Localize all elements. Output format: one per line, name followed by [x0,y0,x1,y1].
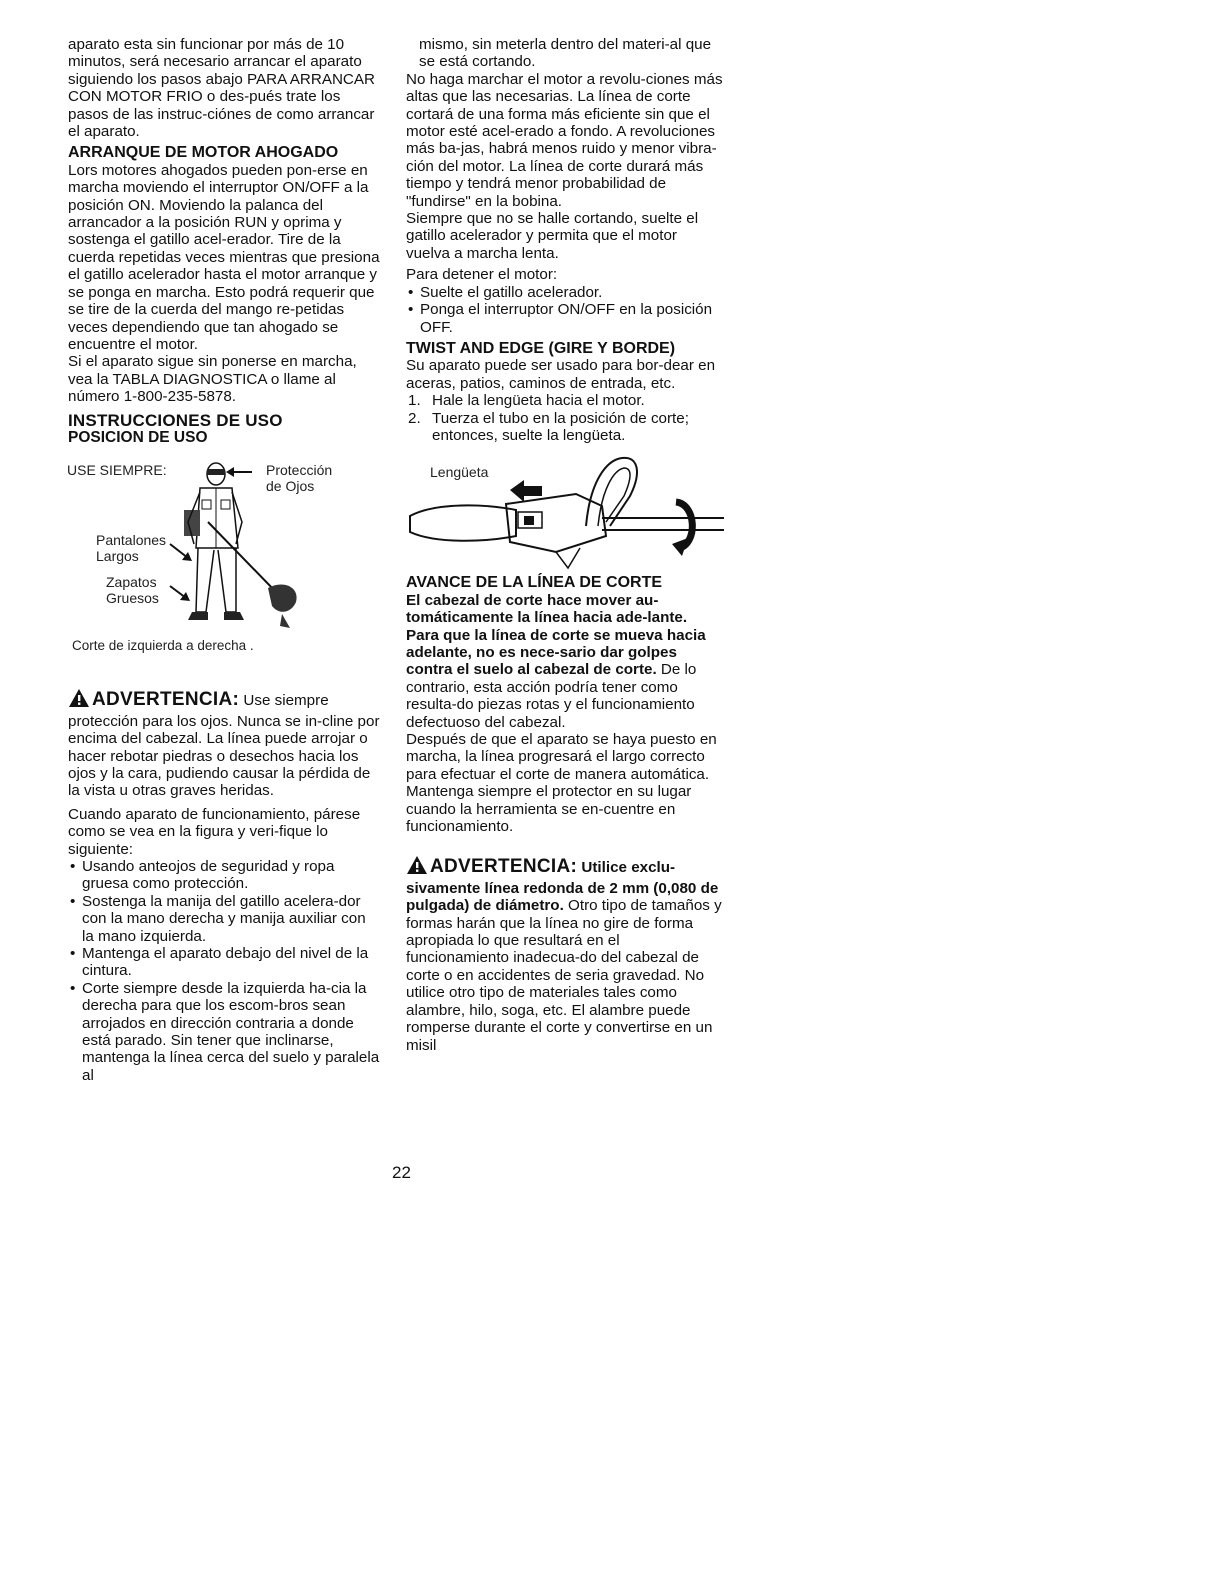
page-number: 22 [392,1163,411,1182]
speed-paragraph-2: Siempre que no se halle cortando, suelte el gatillo acelerador y permita que el motor vuelva a marcha lenta. [406,210,699,262]
flooded-paragraph-1: Lors motores ahogados pueden pon-erse en marcha moviendo el interruptor ON/OFF a la posición ON. Moviendo la palanca del arrancador a la posición RUN y oprima y sostenga el gatillo acel-erador. Tire de la cuerda repetidas veces mientras que presiona el gatillo acelerador hasta el motor arranque y se ponga en marcha. Esto podrá requerir que se tire de la cuerda del mango re-petidas veces dependiendo que tan ahogado se encuentre el motor. [68,161,380,353]
twist-step-text: Hale la lengüeta hacia el motor. [432,392,645,410]
right-column [406,36,724,1054]
stop-intro: Para detener el motor: [406,266,558,284]
twist-step-text: Tuerza el tubo en la posición de corte; entonces, suelte la lengüeta. [432,409,689,444]
lock-tab-figure [406,452,724,570]
figure-caption: Corte de izquierda a derecha . [72,638,254,654]
warning-block [68,688,380,799]
eye-protection-label-1: Protección [266,462,333,479]
stop-item: • Ponga el interruptor ON/OFF en la posición OFF. [406,301,724,336]
warning-triangle-icon [406,855,428,879]
advance-bold-text: El cabezal de corte hace mover au-tomáticamente la línea hacia ade-lante. Para que la línea de corte se mueva hacia adelante, no es nece-sario dar golpes contra el suelo al cabezal de corte. [406,591,706,679]
flooded-engine-heading: ARRANQUE DE MOTOR AHOGADO [68,144,339,162]
warning-label-2: ADVERTENCIA: [430,856,578,878]
stop-list [406,284,724,336]
twist-step [406,392,724,409]
warning-text: Use siempre protección para los ojos. Nunca se in-cline por encima del cabezal. La línea puede arrojar o hacer rebotar piedras o desechos hacia los ojos y la cara, pudiendo causar la pérdida de la vista u otras graves heridas. [68,692,380,800]
left-column [68,36,380,1084]
twist-heading: TWIST AND EDGE (GIRE Y BORDE) [406,339,676,357]
advance-paragraph-2: Después de que el aparato se haya puesto en marcha, la línea progresará el largo correcto para efectuar el corte de manera automática. [406,731,717,783]
advance-heading: AVANCE DE LA LÍNEA DE CORTE [406,574,663,592]
advance-rest-text: De lo contrario, esta acción podría tener como resulta-do piezas rotas y el funcionamiento defectuoso del cabezal. [406,661,697,731]
speed-paragraph-1: No haga marchar el motor a revolu-ciones más altas que las necesarias. La línea de corte cortará de una forma más eficiente sin que el motor esté acel-erado a fondo. A revoluciones más ba-jas, habrá menos ruido y menor vibra-ción del motor. La línea de corte durará más tiempo y tendrá menor probabilidad de "fundirse" en la bobina. [406,70,723,210]
warning-block-2 [406,855,724,1053]
check-item: • Usando anteojos de seguridad y ropa gruesa como protección. [68,858,380,893]
check-intro: Cuando aparato de funcionamiento, párese como se vea en la figura y veri-fique lo siguiente: [68,805,361,858]
warning-text-2: Otro tipo de tamaños y formas harán que la línea no gire de forma apropiada lo que resultará en el funcionamiento inadecua-do del cabezal de corte o en accidentes de seria gravedad. No utilice otro tipo de materiales tales como alambre, hilo, soga, etc. El alambre puede romperse durante el corte y convertirse en un misil [406,897,722,1054]
shoes-label-2: Gruesos [106,590,159,607]
intro-paragraph: aparato esta sin funcionar por más de 10 minutos, será necesario arrancar el aparato siguiendo los pasos abajo PARA ARRANCAR CON MOTOR FRIO o des-pués trate los pasos de las instruc-ciónes de como arrancar el aparato. [68,36,376,141]
twist-step [406,410,724,445]
shoes-label-1: Zapatos [106,574,157,591]
eye-protection-label-2: de Ojos [266,478,315,495]
long-pants-label-1: Pantalones [96,532,167,549]
use-always-label: USE SIEMPRE: [67,462,167,479]
warning-bold-text-2: Utilice exclu-sivamente línea redonda de 2 mm (0,080 de pulgada) de diámetro. [406,859,719,915]
check-list [68,858,380,1084]
tab-label: Lengüeta [430,464,489,481]
continuation-paragraph: mismo, sin meterla dentro del materi-al que se está cortando. [419,36,712,71]
usage-heading: INSTRUCCIONES DE USO [68,410,283,430]
twist-text: Su aparato puede ser usado para bor-dear en aceras, patios, caminos de entrada, etc. [406,357,716,392]
flooded-paragraph-2: Si el aparato sigue sin ponerse en marcha, vea la TABLA DIAGNOSTICA o llame al número 1-800-235-5878. [68,353,357,406]
warning-label: ADVERTENCIA: [92,689,240,711]
warning-triangle-icon [68,688,90,712]
stop-item: • Suelte el gatillo acelerador. [406,284,724,301]
check-item: • Corte siempre desde la izquierda ha-cia la derecha para que los escom-bros sean arrojados en dirección contraria a donde está parado. Sin tener que inclinarse, mantenga la línea cerca del suelo y paralela al [68,980,380,1084]
advance-paragraph-3: Mantenga siempre el protector en su lugar cuando la herramienta se en-cuentre en funcionamiento. [406,783,692,836]
operating-position-figure [68,452,380,660]
usage-subheading: POSICION DE USO [68,428,208,446]
long-pants-label-2: Largos [96,548,139,565]
check-item: • Mantenga el aparato debajo del nivel de la cintura. [68,945,380,980]
check-item: • Sostenga la manija del gatillo acelera-dor con la mano derecha y manija auxiliar con la mano izquierda. [68,893,380,945]
twist-steps [406,392,724,444]
